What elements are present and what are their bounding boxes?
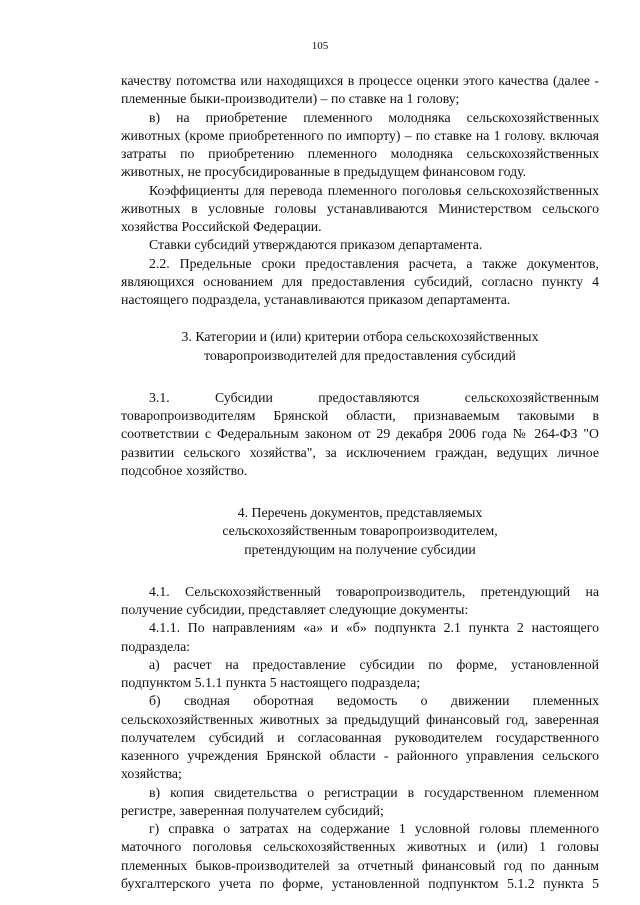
document-body [121,72,599,893]
paragraph: 4.1. Сельскохозяйственный товаропроизводитель, претендующий на получение субсидии, представляет следующие документы: [121,583,599,617]
heading-line: сельскохозяйственным товаропроизводителем, [222,523,498,539]
paragraph: 2.2. Предельные сроки предоставления расчета, а также документов, являющихся основанием для предоставления субсидий, согласно пункту 4 настоящего подраздела, устанавливаются приказом департамента. [121,255,599,307]
heading-line: претендующим на получение субсидии [244,541,476,557]
paragraph: Коэффициенты для перевода племенного поголовья сельскохозяйственных животных в условные головы устанавливаются Министерством сельского хозяйства Российской Федерации. [121,182,599,234]
paragraph: а) расчет на предоставление субсидии по форме, установленной подпунктом 5.1.1 пункта 5 настоящего подраздела; [121,656,599,690]
heading-line: 3. Категории и (или) критерии отбора сельскохозяйственных [181,329,539,345]
heading-line: товаропроизводителей для предоставления субсидий [204,347,516,363]
section-heading [121,328,599,365]
paragraph: б) сводная оборотная ведомость о движении племенных сельскохозяйственных животных за предыдущий финансовый год, заверенная получателем субсидий и согласованная руководителем государственного казенного учреждения Брянской области - районного управления сельского хозяйства; [121,693,599,782]
paragraph: Ставки субсидий утверждаются приказом департамента. [149,237,483,253]
paragraph: 4.1.1. По направлениям «а» и «б» подпункта 2.1 пункта 2 настоящего подраздела: [121,620,599,654]
paragraph: в) на приобретение племенного молодняка сельскохозяйственных животных (кроме приобретенного по импорту) – по ставке на 1 голову. включая затраты по приобретению племенного молодняка сельскохозяйственных животных, не просубсидированные в предыдущем финансовом году. [121,109,599,180]
paragraph: качеству потомства или находящихся в процессе оценки этого качества (далее - племенные быки-производители) – по ставке на 1 голову; [121,73,599,107]
page-number: 105 [311,40,329,52]
heading-line: 4. Перечень документов, представляемых [237,505,483,520]
paragraph: 3.1. Субсидии предоставляются сельскохозяйственным товаропроизводителям Брянской области, признаваемым таковыми в соответствии с Федеральным законом от 29 декабря 2006 года № 264-ФЗ "О развитии сельского хозяйства", за исключением граждан, ведущих личное подсобное хозяйство. [121,389,599,478]
paragraph: в) копия свидетельства о регистрации в государственном племенном регистре, заверенная получателем субсидий; [121,784,599,818]
section-heading [121,504,599,559]
paragraph: г) справка о затратах на содержание 1 условной головы племенного маточного поголовья сельскохозяйственных животных и (или) 1 головы племенных быков-производителей за отчетный финансовый год по данным бухгалтерского учета по форме, установленной подпунктом 5.1.2 пункта 5 [121,821,599,891]
